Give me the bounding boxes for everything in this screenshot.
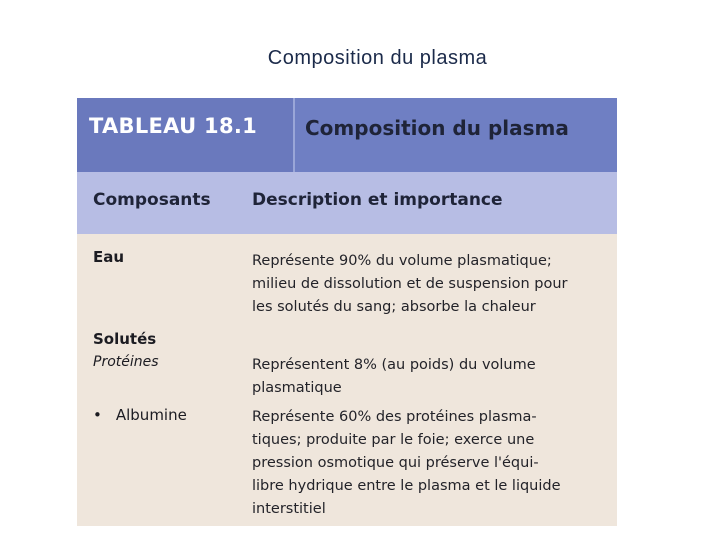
row-proteines-subcomponent: Protéines [93,354,159,370]
row-eau-component: Eau [93,248,125,266]
row-albumine-description [252,406,612,521]
row-proteines-line-2: plasmatique [252,380,342,396]
row-albumine-label: Albumine [115,406,187,424]
row-solutes-component: Solutés [93,330,157,348]
row-proteines-description [252,354,612,400]
table-scan-image [77,98,617,526]
row-eau-line-1: Représente 90% du volume plasmatique; [252,253,552,269]
column-header-description: Description et importance [252,190,503,210]
row-albumine-line-5: interstitiel [252,501,326,517]
row-albumine-line-3: pression osmotique qui préserve l'équi- [252,455,539,471]
row-albumine-line-2: tiques; produite par le foie; exerce une [252,432,535,448]
row-albumine-line-4: libre hydrique entre le plasma et le liquide [252,478,561,494]
row-eau-line-3: les solutés du sang; absorbe la chaleur [252,299,536,315]
table-body [77,234,617,526]
table-label-box [77,98,295,172]
table-caption: Composition du plasma [305,116,569,140]
table-label: TABLEAU 18.1 [89,114,258,138]
column-header-row [77,172,617,236]
row-albumine-component [93,406,187,424]
row-albumine-line-1: Représente 60% des protéines plasma- [252,409,537,425]
bullet-mark: • [93,406,102,424]
row-eau-description [252,250,612,319]
table-header-band [77,98,617,172]
column-header-components: Composants [93,190,211,210]
row-proteines-line-1: Représentent 8% (au poids) du volume [252,357,536,373]
slide-title: Composition du plasma [267,47,488,69]
row-eau-line-2: milieu de dissolution et de suspension pour [252,276,568,292]
